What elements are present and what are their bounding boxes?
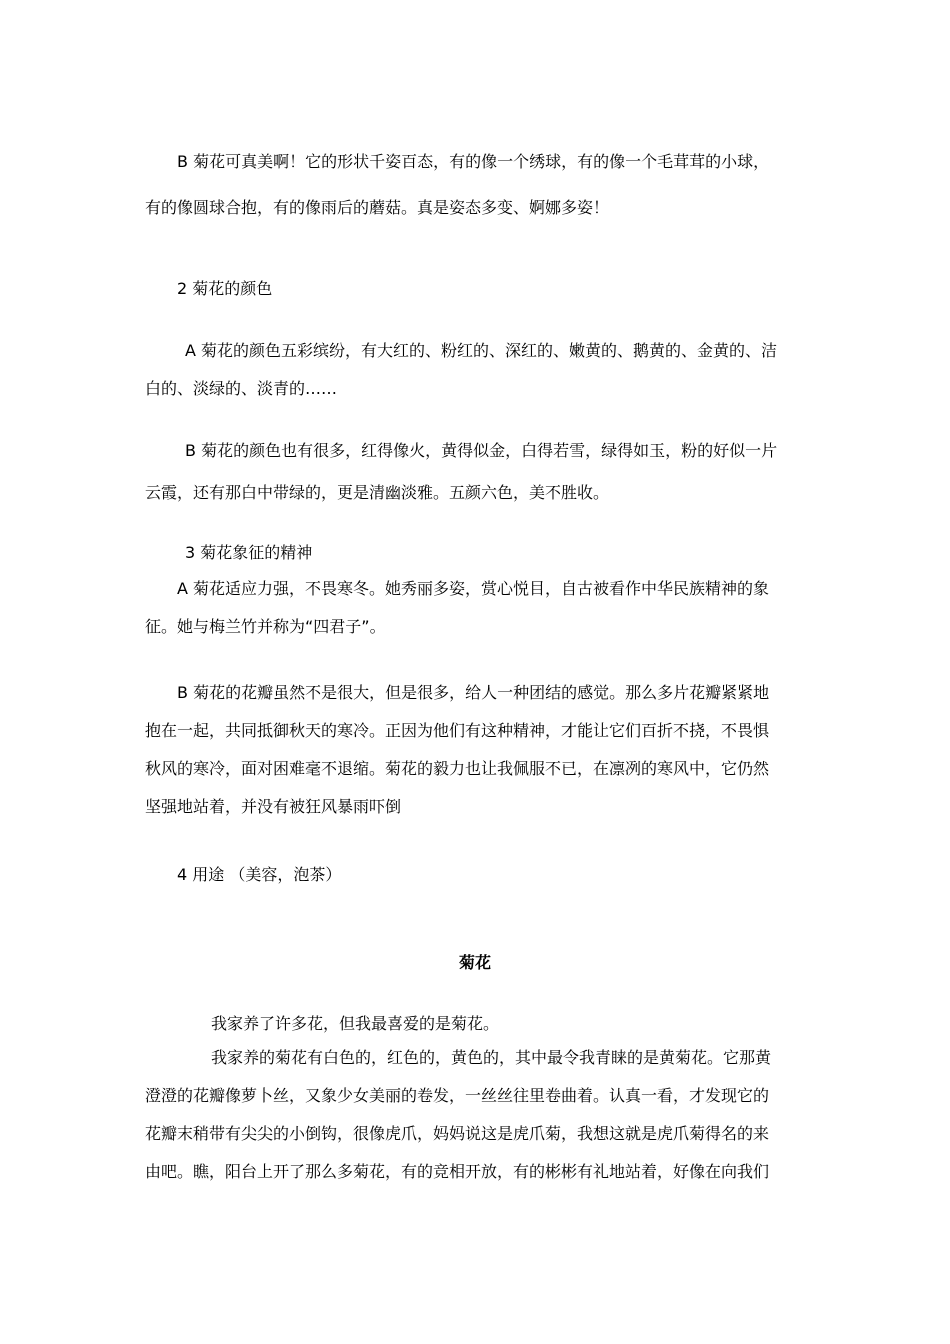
heading-text: 3 菊花象征的精神: [185, 543, 313, 562]
heading-text: 4 用途 （美容，泡茶）: [177, 865, 342, 884]
paragraph-line: 云霞，还有那白中带绿的，更是清幽淡雅。五颜六色，美不胜收。: [145, 483, 610, 502]
heading-spirit: [145, 534, 810, 572]
paragraph-spirit-b: [145, 674, 810, 826]
paragraph-line: 由吧。瞧，阳台上开了那么多菊花，有的竞相开放，有的彬彬有礼地站着，好像在向我们: [145, 1162, 770, 1181]
paragraph-line: 花瓣末稍带有尖尖的小倒钩，很像虎爪，妈妈说这是虎爪菊，我想这就是虎爪菊得名的来: [145, 1124, 770, 1143]
paragraph-line: 秋风的寒冷，面对困难毫不退缩。菊花的毅力也让我佩服不已，在凛冽的寒风中，它仍然: [145, 759, 770, 778]
essay-title: 菊花: [458, 953, 491, 972]
paragraph-line: 抱在一起，共同抵御秋天的寒冷。正因为他们有这种精神，才能让它们百折不挠，不畏惧: [145, 721, 770, 740]
paragraph-line: B 菊花可真美啊！它的形状千姿百态，有的像一个绣球，有的像一个毛茸茸的小球，: [177, 152, 770, 171]
paragraph-line: B 菊花的花瓣虽然不是很大，但是很多，给人一种团结的感觉。那么多片花瓣紧紧地: [177, 683, 770, 702]
paragraph-spirit-a: [145, 570, 810, 646]
heading-color: [145, 270, 810, 308]
heading-text: 2 菊花的颜色: [177, 279, 273, 298]
paragraph-line: A 菊花适应力强，不畏寒冬。她秀丽多姿，赏心悦目，自古被看作中华民族精神的象: [177, 579, 770, 598]
heading-uses: [145, 856, 810, 894]
paragraph-line: 澄澄的花瓣像萝卜丝，又象少女美丽的卷发，一丝丝往里卷曲着。认真一看，才发现它的: [145, 1086, 770, 1105]
paragraph-line: 白的、淡绿的、淡青的……: [145, 379, 338, 398]
paragraph-line: B 菊花的颜色也有很多，红得像火，黄得似金，白得若雪，绿得如玉，粉的好似一片: [185, 441, 778, 460]
paragraph-line: 我家养的菊花有白色的，红色的，黄色的，其中最令我青睐的是黄菊花。它那黄: [211, 1048, 772, 1067]
paragraph-shape-b: [145, 143, 810, 227]
essay-paragraph-2: [145, 1039, 810, 1191]
paragraph-line: 征。她与梅兰竹并称为“四君子”。: [145, 617, 386, 636]
paragraph-color-a: [145, 332, 810, 408]
paragraph-line: 坚强地站着，并没有被狂风暴雨吓倒: [145, 797, 402, 816]
essay-paragraph-1: [145, 1005, 810, 1043]
paragraph-line: 我家养了许多花，但我最喜爱的是菊花。: [211, 1014, 500, 1033]
paragraph-line: 有的像圆球合抱，有的像雨后的蘑菇。真是姿态多变、婀娜多姿！: [145, 198, 610, 217]
paragraph-line: A 菊花的颜色五彩缤纷，有大红的、粉红的、深红的、嫩黄的、鹅黄的、金黄的、洁: [185, 341, 778, 360]
paragraph-color-b: [145, 432, 810, 512]
